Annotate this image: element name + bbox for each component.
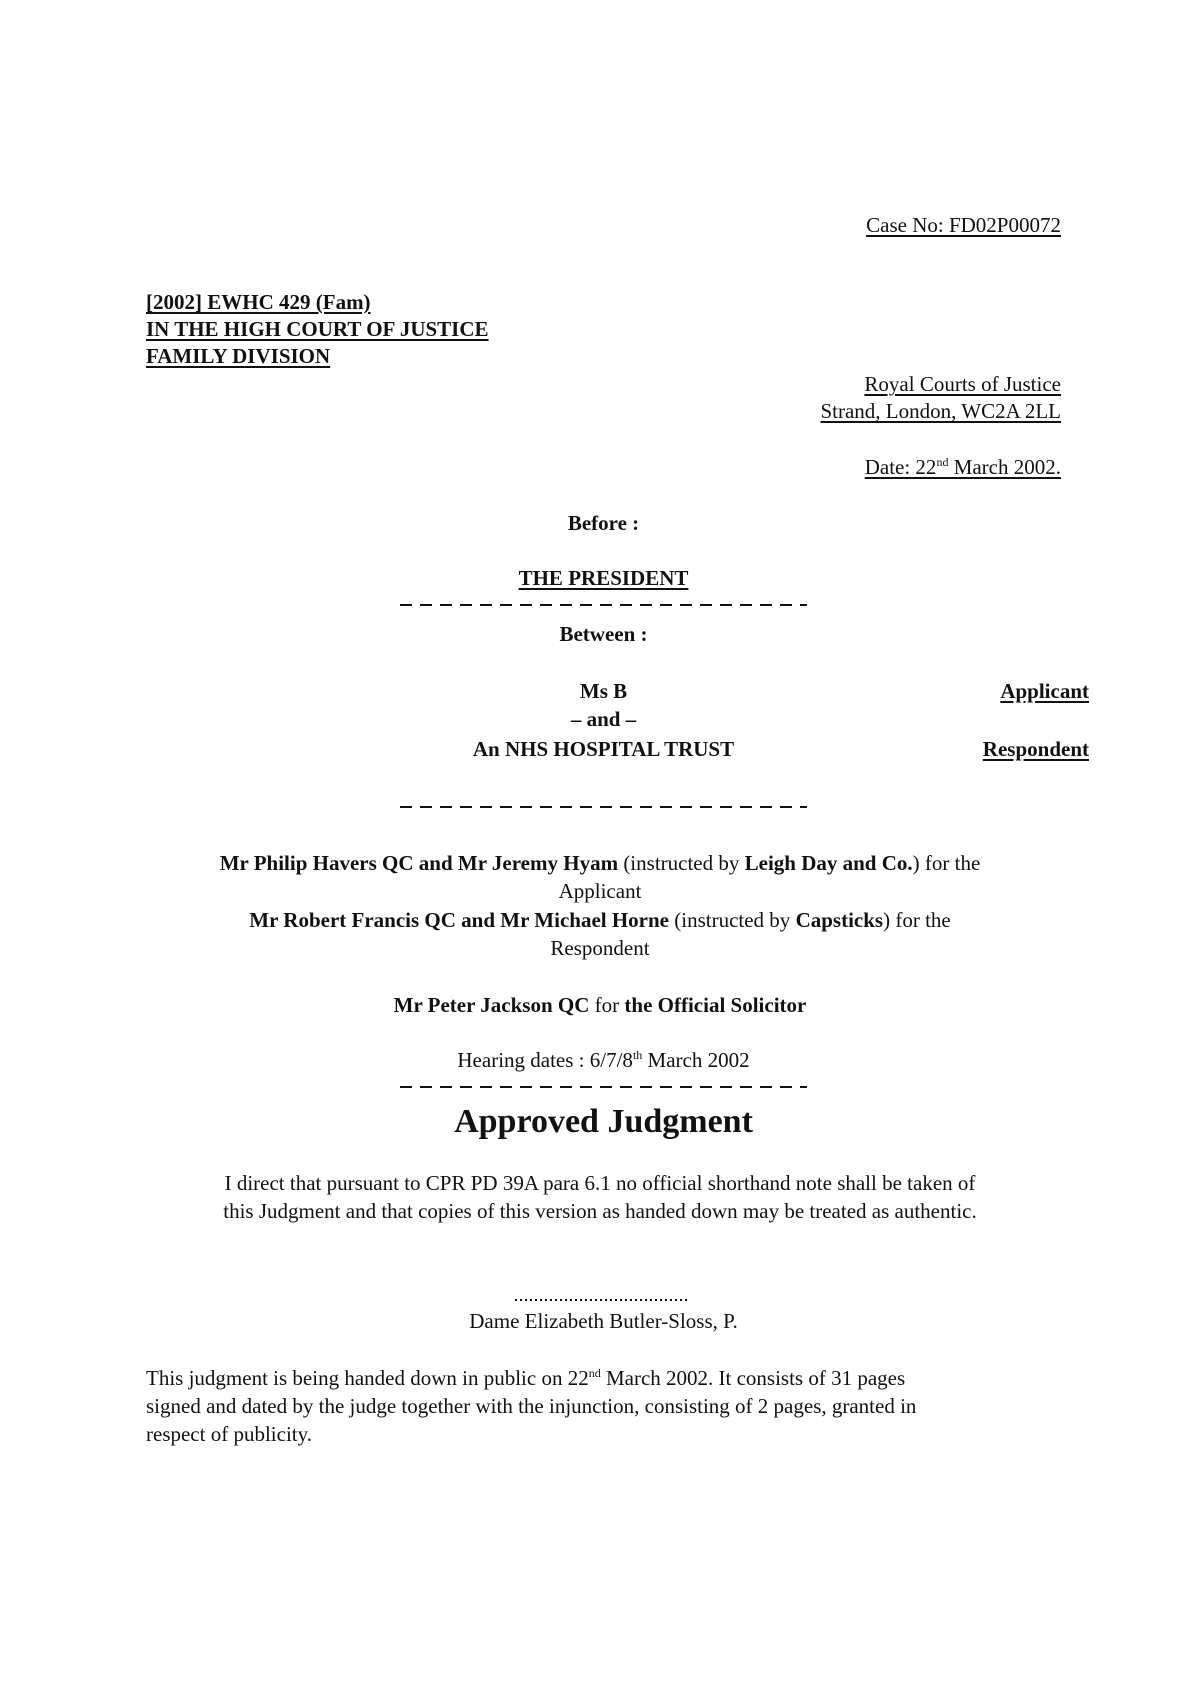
judge-title: THE PRESIDENT (518, 566, 689, 590)
notice-line-1: This judgment is being handed down in public on 22nd March 2002. It consists of 31 pages (146, 1366, 906, 1390)
hearing-dates: Hearing dates : 6/7/8th March 2002 (457, 1048, 750, 1072)
applicant-counsel: Mr Philip Havers QC and Mr Jeremy Hyam (instructed by Leigh Day and Co.) for the (219, 851, 981, 875)
court-division: FAMILY DIVISION (146, 344, 331, 368)
respondent-counsel: Mr Robert Francis QC and Mr Michael Horne (instructed by Capsticks) for the (249, 908, 951, 932)
applicant-name: Ms B (579, 679, 628, 703)
before-label: Before : (567, 511, 640, 535)
judgment-date: Date: 22nd March 2002. (864, 455, 1061, 479)
respondent-counsel-line-2: Respondent (550, 936, 650, 960)
applicant-counsel-line-2: Applicant (558, 879, 642, 903)
dashed-rule (400, 604, 807, 606)
neutral-citation: [2002] EWHC 429 (Fam) (146, 290, 371, 314)
direction-line-2: this Judgment and that copies of this version as handed down may be treated as authentic. (223, 1199, 977, 1223)
approved-judgment-title: Approved Judgment (454, 1103, 753, 1140)
respondent-name: An NHS HOSPITAL TRUST (472, 737, 735, 761)
and-separator: – and – (570, 707, 637, 731)
notice-line-2: signed and dated by the judge together with the injunction, consisting of 2 pages, granted in (146, 1394, 917, 1418)
venue-line-1: Royal Courts of Justice (864, 372, 1061, 396)
signature-line (515, 1299, 690, 1301)
notice-line-3: respect of publicity. (146, 1422, 313, 1446)
dashed-rule (400, 806, 807, 808)
case-number: Case No: FD02P00072 (866, 213, 1061, 237)
court-name: IN THE HIGH COURT OF JUSTICE (146, 317, 489, 341)
signatory-name: Dame Elizabeth Butler-Sloss, P. (469, 1309, 738, 1333)
applicant-role: Applicant (1000, 679, 1089, 703)
hand-down-notice (146, 1364, 1066, 1448)
venue-line-2: Strand, London, WC2A 2LL (820, 399, 1061, 423)
between-label: Between : (559, 622, 648, 646)
official-solicitor-counsel: Mr Peter Jackson QC for the Official Solicitor (393, 993, 807, 1017)
direction-line-1: I direct that pursuant to CPR PD 39A para 6.1 no official shorthand note shall be taken of (224, 1171, 976, 1195)
dashed-rule (400, 1086, 807, 1088)
respondent-role: Respondent (982, 737, 1089, 761)
